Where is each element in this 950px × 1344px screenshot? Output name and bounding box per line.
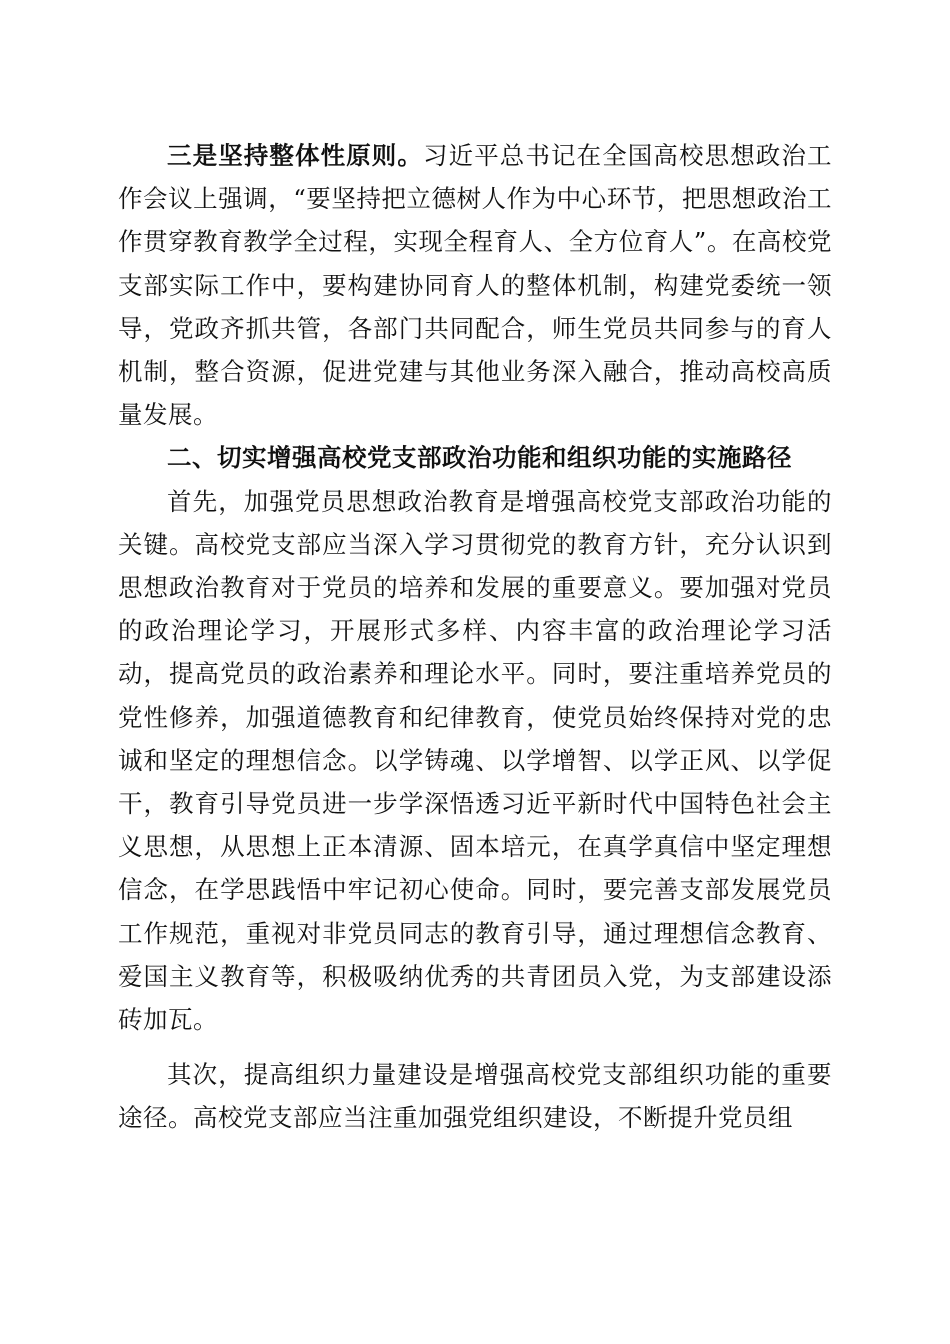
section-heading: 二、切实增强高校党支部政治功能和组织功能的实施路径 [167,443,792,473]
document-body [118,134,832,1140]
paragraph-principle-three [118,134,832,436]
paragraph-text: 习近平总书记在全国高校思想政治工作会议上强调，“要坚持把立德树人作为中心环节，把思想政治工作贯穿教育教学全过程，实现全程育人、全方位育人”。在高校党支部实际工作中，要构建协同育人的整体机制，构建党委统一领导，党政齐抓共管，各部门共同配合，师生党员共同参与的育人机制，整合资源，促进党建与其他业务深入融合，推动高校高质量发展。 [118,141,832,430]
paragraph-first: 首先，加强党员思想政治教育是增强高校党支部政治功能的关键。高校党支部应当深入学习贯彻党的教育方针，充分认识到思想政治教育对于党员的培养和发展的重要意义。要加强对党员的政治理论学习，开展形式多样、内容丰富的政治理论学习活动，提高党员的政治素养和理论水平。同时，要注重培养党员的党性修养，加强道德教育和纪律教育，使党员始终保持对党的忠诚和坚定的理想信念。以学铸魂、以学增智、以学正风、以学促干，教育引导党员进一步学深悟透习近平新时代中国特色社会主义思想，从思想上正本清源、固本培元，在真学真信中坚定理想信念，在学思践悟中牢记初心使命。同时，要完善支部发展党员工作规范，重视对非党员同志的教育引导，通过理想信念教育、爱国主义教育等，积极吸纳优秀的共青团员入党，为支部建设添砖加瓦。 [118,486,832,1035]
paragraph-second: 其次，提高组织力量建设是增强高校党支部组织功能的重要途径。高校党支部应当注重加强党组织建设，不断提升党员组 [118,1060,832,1133]
paragraph-lead-phrase: 三是坚持整体性原则。 [167,141,423,170]
